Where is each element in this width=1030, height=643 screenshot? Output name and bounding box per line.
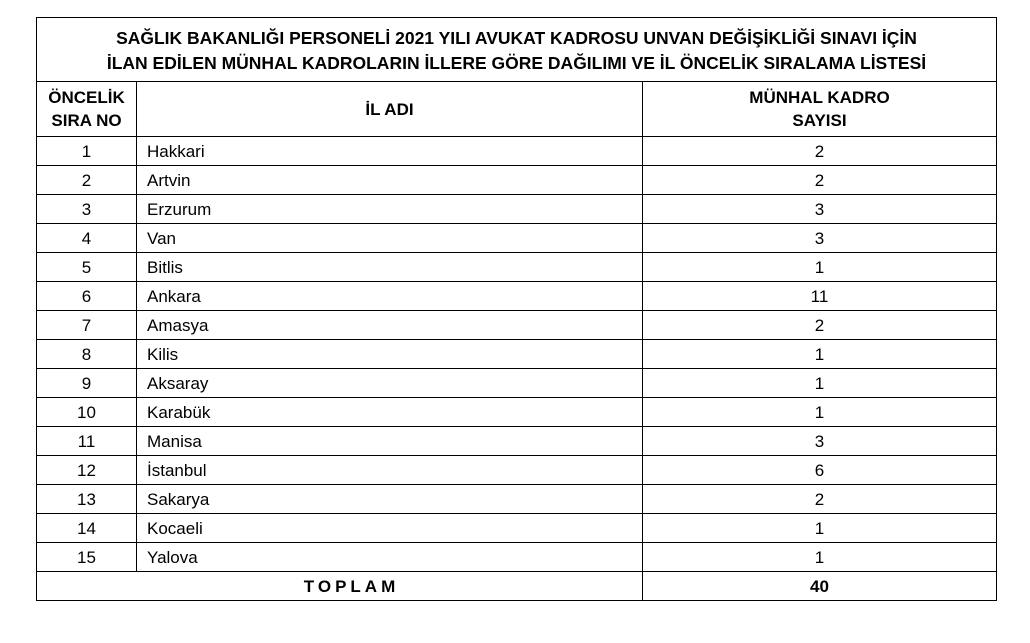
title-line-1: SAĞLIK BAKANLIĞI PERSONELİ 2021 YILI AVUKAT KADROSU UNVAN DEĞİŞİKLİĞİ SINAVI İÇİN — [116, 27, 917, 48]
row-province-name: Karabük — [137, 398, 643, 427]
header-vacancy-line-2: SAYISI — [792, 111, 847, 130]
row-vacancy-count: 2 — [643, 485, 997, 514]
row-priority-no: 4 — [37, 224, 137, 253]
table-row — [37, 514, 997, 543]
row-vacancy-count: 2 — [643, 166, 997, 195]
table-row — [37, 224, 997, 253]
row-vacancy-count: 1 — [643, 543, 997, 572]
row-province-name: Yalova — [137, 543, 643, 572]
row-province-name: Kilis — [137, 340, 643, 369]
table-row — [37, 427, 997, 456]
row-province-name: Kocaeli — [137, 514, 643, 543]
row-priority-no: 7 — [37, 311, 137, 340]
row-vacancy-count: 3 — [643, 224, 997, 253]
row-vacancy-count: 2 — [643, 311, 997, 340]
row-priority-no: 15 — [37, 543, 137, 572]
table-row — [37, 311, 997, 340]
row-province-name: Erzurum — [137, 195, 643, 224]
row-priority-no: 11 — [37, 427, 137, 456]
row-priority-no: 5 — [37, 253, 137, 282]
table-row — [37, 543, 997, 572]
table-row — [37, 137, 997, 166]
row-province-name: Manisa — [137, 427, 643, 456]
row-vacancy-count: 1 — [643, 398, 997, 427]
row-vacancy-count: 2 — [643, 137, 997, 166]
title-line-2: İLAN EDİLEN MÜNHAL KADROLARIN İLLERE GÖRE DAĞILIMI VE İL ÖNCELİK SIRALAMA LİSTESİ — [106, 52, 927, 73]
header-row — [37, 82, 997, 137]
table-row — [37, 282, 997, 311]
row-priority-no: 14 — [37, 514, 137, 543]
table-title — [37, 18, 997, 82]
row-province-name: Ankara — [137, 282, 643, 311]
row-priority-no: 3 — [37, 195, 137, 224]
header-vacancy — [643, 82, 997, 137]
row-priority-no: 6 — [37, 282, 137, 311]
vacancy-table — [36, 17, 997, 601]
row-vacancy-count: 3 — [643, 427, 997, 456]
table-row — [37, 195, 997, 224]
row-province-name: Bitlis — [137, 253, 643, 282]
row-province-name: Amasya — [137, 311, 643, 340]
row-priority-no: 9 — [37, 369, 137, 398]
total-value: 40 — [643, 572, 997, 601]
table-row — [37, 369, 997, 398]
row-vacancy-count: 3 — [643, 195, 997, 224]
header-priority — [37, 82, 137, 137]
row-priority-no: 12 — [37, 456, 137, 485]
row-priority-no: 1 — [37, 137, 137, 166]
row-vacancy-count: 11 — [643, 282, 997, 311]
row-province-name: Hakkari — [137, 137, 643, 166]
total-label: TOPLAM — [37, 572, 643, 601]
row-province-name: Van — [137, 224, 643, 253]
total-row — [37, 572, 997, 601]
row-province-name: Sakarya — [137, 485, 643, 514]
title-row — [37, 18, 997, 82]
row-vacancy-count: 1 — [643, 369, 997, 398]
row-vacancy-count: 1 — [643, 340, 997, 369]
header-province-label: İL ADI — [365, 99, 414, 119]
header-priority-line-2: SIRA NO — [51, 111, 122, 130]
table-row — [37, 253, 997, 282]
row-vacancy-count: 1 — [643, 253, 997, 282]
row-priority-no: 13 — [37, 485, 137, 514]
table-row — [37, 398, 997, 427]
row-priority-no: 8 — [37, 340, 137, 369]
table-row — [37, 456, 997, 485]
row-province-name: İstanbul — [137, 456, 643, 485]
header-province — [137, 82, 643, 137]
row-vacancy-count: 6 — [643, 456, 997, 485]
table-row — [37, 166, 997, 195]
header-priority-line-1: ÖNCELİK — [48, 88, 125, 107]
row-province-name: Aksaray — [137, 369, 643, 398]
row-priority-no: 2 — [37, 166, 137, 195]
row-vacancy-count: 1 — [643, 514, 997, 543]
row-province-name: Artvin — [137, 166, 643, 195]
row-priority-no: 10 — [37, 398, 137, 427]
header-vacancy-line-1: MÜNHAL KADRO — [749, 88, 890, 107]
table-row — [37, 340, 997, 369]
table-row — [37, 485, 997, 514]
